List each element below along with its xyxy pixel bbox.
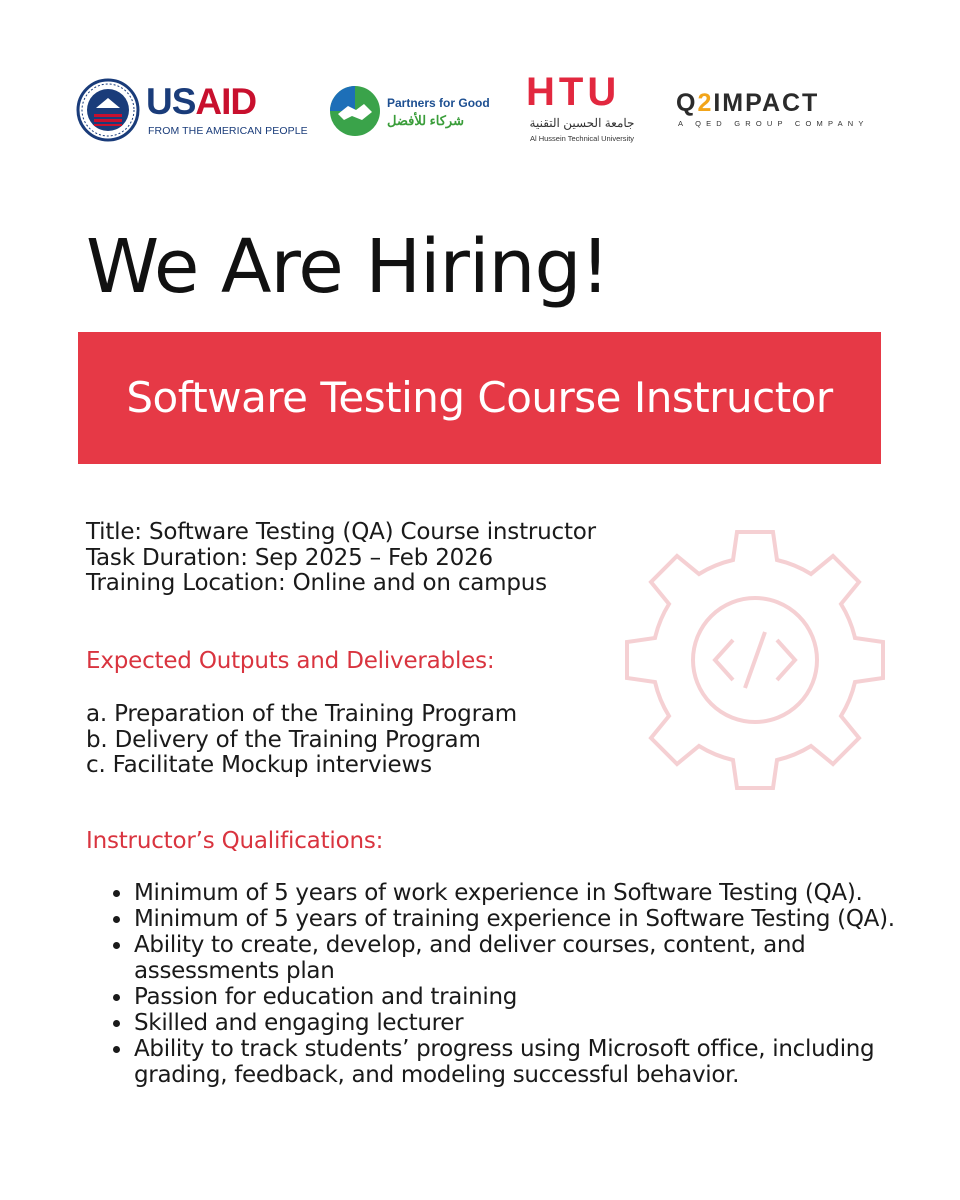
htu-name-en: Al Hussein Technical University bbox=[529, 134, 635, 143]
partner-logos bbox=[0, 70, 960, 150]
qualifications-heading: Instructor’s Qualifications: bbox=[86, 828, 384, 854]
usaid-seal-icon bbox=[76, 78, 140, 142]
job-info-title: Title: Software Testing (QA) Course instructor bbox=[86, 519, 596, 545]
qualification-item: Skilled and engaging lecturer bbox=[110, 1010, 910, 1036]
qualifications-list bbox=[110, 880, 910, 1088]
job-info-location: Training Location: Online and on campus bbox=[86, 570, 547, 596]
usaid-tagline: FROM THE AMERICAN PEOPLE bbox=[148, 125, 308, 137]
job-info-duration: Task Duration: Sep 2025 – Feb 2026 bbox=[86, 544, 493, 571]
htu-logo bbox=[522, 70, 642, 150]
handshake-icon bbox=[328, 84, 382, 138]
htu-monogram: HTU bbox=[526, 70, 621, 114]
usaid-wordmark: USAID bbox=[146, 81, 257, 122]
headline: We Are Hiring! bbox=[86, 224, 610, 310]
usaid-logo bbox=[76, 78, 308, 142]
htu-name-ar: جامعة الحسين التقنية bbox=[529, 116, 635, 130]
deliverables-heading: Expected Outputs and Deliverables: bbox=[86, 648, 495, 674]
q2impact-logo bbox=[676, 88, 876, 132]
job-title-banner bbox=[78, 332, 881, 464]
qualification-item: Ability to create, develop, and deliver courses, content, and assessments plan bbox=[110, 932, 910, 984]
qualification-item: Passion for education and training bbox=[110, 984, 910, 1010]
job-title: Software Testing Course Instructor bbox=[126, 373, 833, 422]
deliverable-item: b. Delivery of the Training Program bbox=[86, 726, 481, 753]
gear-code-icon bbox=[604, 520, 906, 820]
q2impact-wordmark: Q2IMPACT bbox=[676, 89, 820, 117]
deliverable-item: c. Facilitate Mockup interviews bbox=[86, 752, 432, 778]
qualification-item: Minimum of 5 years of work experience in Software Testing (QA). bbox=[110, 880, 910, 906]
deliverables-list bbox=[86, 702, 517, 779]
qualification-item: Ability to track students’ progress using Microsoft office, including grading, feedback, and modeling successful behavior. bbox=[110, 1036, 910, 1088]
qualification-item: Minimum of 5 years of training experience in Software Testing (QA). bbox=[110, 906, 910, 932]
deliverable-item: a. Preparation of the Training Program bbox=[86, 701, 517, 727]
pfg-name-en: Partners for Good bbox=[387, 96, 490, 110]
pfg-name-ar: شركاء للأفضل bbox=[387, 113, 464, 128]
partners-for-good-logo bbox=[328, 84, 493, 140]
job-info bbox=[86, 520, 596, 597]
q2impact-tagline: A QED GROUP COMPANY bbox=[678, 119, 869, 128]
